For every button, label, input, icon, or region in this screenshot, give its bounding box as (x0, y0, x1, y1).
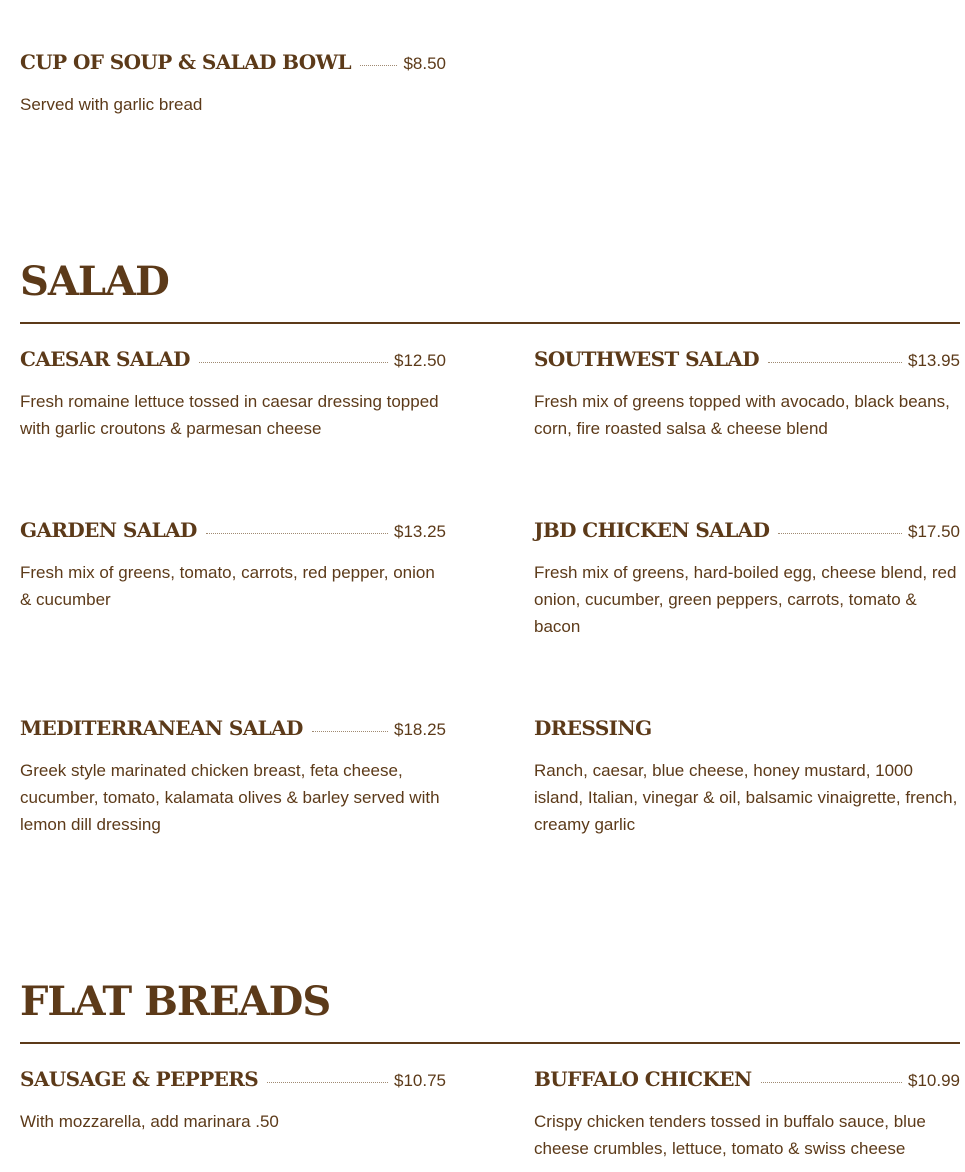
item-price: $8.50 (403, 54, 446, 73)
item-price: $13.25 (394, 522, 446, 541)
item-description: Greek style marinated chicken breast, feta cheese, cucumber, tomato, kalamata olives & barley served with lemon dill dressing (20, 761, 440, 834)
item-description: Fresh mix of greens topped with avocado, black beans, corn, fire roasted salsa & cheese blend (534, 392, 950, 438)
item-name: DRESSING (534, 716, 652, 740)
menu-item-jbd-chicken-salad (534, 518, 960, 640)
menu-item-dressing (534, 716, 960, 838)
item-header (534, 518, 960, 542)
item-header (20, 50, 446, 74)
item-description: Served with garlic bread (20, 95, 203, 114)
item-name: SAUSAGE & PEPPERS (20, 1067, 259, 1091)
menu-item-sausage-peppers (20, 1067, 446, 1135)
item-header (534, 716, 960, 740)
item-header (20, 347, 446, 371)
dot-leader (312, 731, 388, 732)
item-price: $18.25 (394, 720, 446, 739)
item-header (534, 347, 960, 371)
item-description: Fresh romaine lettuce tossed in caesar dressing topped with garlic croutons & parmesan cheese (20, 392, 439, 438)
item-name: JBD CHICKEN SALAD (534, 518, 770, 542)
dot-leader (199, 362, 388, 363)
section-title-salad: SALAD (20, 258, 169, 305)
item-price: $10.75 (394, 1071, 446, 1090)
menu-item-garden-salad (20, 518, 446, 613)
item-name: MEDITERRANEAN SALAD (20, 716, 303, 740)
section-divider (20, 1042, 960, 1044)
menu-item-southwest-salad (534, 347, 960, 442)
item-header (20, 716, 446, 740)
item-price: $10.99 (908, 1071, 960, 1090)
item-name: CUP OF SOUP & SALAD BOWL (20, 50, 351, 74)
menu-item-buffalo-chicken (534, 1067, 960, 1162)
item-name: GARDEN SALAD (20, 518, 197, 542)
item-header (534, 1067, 960, 1091)
item-description: Fresh mix of greens, tomato, carrots, red pepper, onion & cucumber (20, 563, 435, 609)
item-price: $12.50 (394, 351, 446, 370)
dot-leader (360, 65, 398, 66)
menu-item-caesar-salad (20, 347, 446, 442)
dot-leader (761, 1082, 902, 1083)
dot-leader (768, 362, 902, 363)
item-price: $17.50 (908, 522, 960, 541)
item-price: $13.95 (908, 351, 960, 370)
item-name: BUFFALO CHICKEN (534, 1067, 752, 1091)
dot-leader (206, 533, 388, 534)
item-description: Crispy chicken tenders tossed in buffalo sauce, blue cheese crumbles, lettuce, tomato & swiss cheese (534, 1112, 926, 1158)
section-divider (20, 322, 960, 324)
item-description: Fresh mix of greens, hard-boiled egg, cheese blend, red onion, cucumber, green peppers, carrots, tomato & bacon (534, 563, 957, 636)
menu-item-mediterranean-salad (20, 716, 446, 838)
dot-leader (267, 1082, 388, 1083)
item-name: CAESAR SALAD (20, 347, 190, 371)
section-title-flat-breads: FLAT BREADS (20, 978, 331, 1025)
dot-leader (778, 533, 902, 534)
menu-item-soup-salad-bowl (20, 50, 446, 118)
item-header (20, 518, 446, 542)
item-name: SOUTHWEST SALAD (534, 347, 759, 371)
item-description: Ranch, caesar, blue cheese, honey mustard, 1000 island, Italian, vinegar & oil, balsamic vinaigrette, french, creamy garlic (534, 761, 958, 834)
item-description: With mozzarella, add marinara .50 (20, 1112, 279, 1131)
item-header (20, 1067, 446, 1091)
